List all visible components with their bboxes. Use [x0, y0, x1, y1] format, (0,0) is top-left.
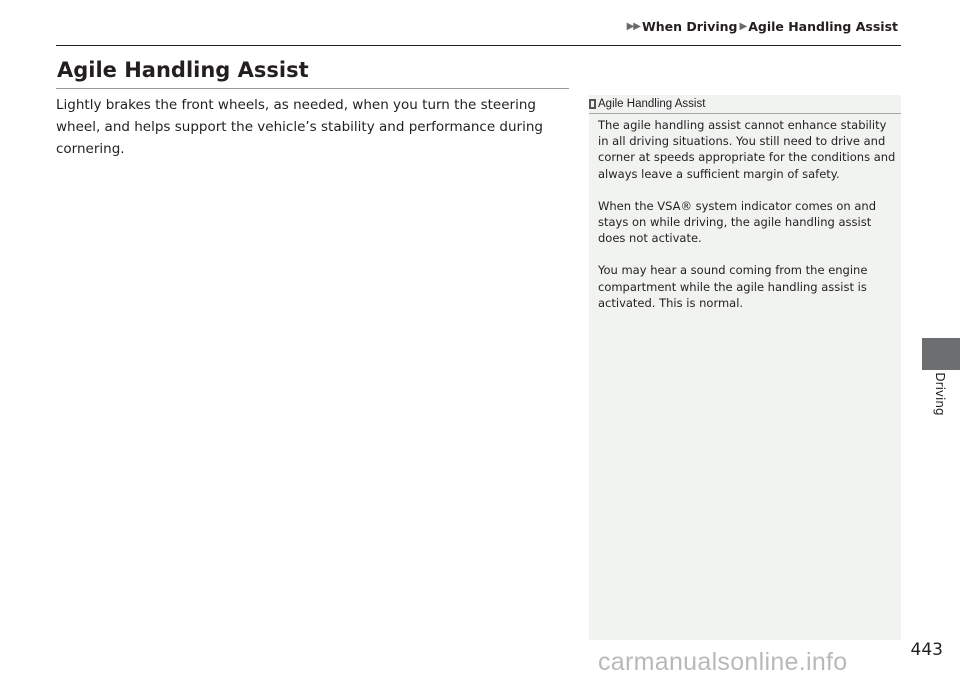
sidebar-heading-text: Agile Handling Assist [598, 98, 706, 110]
section-tab[interactable] [922, 338, 960, 370]
page-title: Agile Handling Assist [57, 58, 309, 82]
header-divider [56, 45, 901, 46]
section-label: Driving [933, 372, 947, 416]
triangle-right-icon: ▶ [633, 21, 641, 32]
sidebar-paragraph: The agile handling assist cannot enhance stability in all driving situations. You still need to drive and corner at speeds appropriate for the conditions and always leave a sufficient margin of safety. [598, 118, 896, 181]
breadcrumb [627, 19, 900, 34]
sidebar-body [598, 117, 896, 327]
title-divider [56, 88, 569, 89]
triangle-right-icon: ▶ [626, 21, 635, 32]
sidebar-paragraph: When the VSA® system indicator comes on and stays on while driving, the agile handling assist does not activate. [598, 198, 877, 246]
sidebar-heading [589, 95, 901, 114]
breadcrumb-item-when-driving[interactable]: When Driving [641, 19, 738, 34]
page-number: 443 [910, 640, 943, 660]
sidebar-paragraph: You may hear a sound coming from the engine compartment while the agile handling assist is activated. This is normal. [598, 263, 868, 310]
triangle-right-icon: ▶ [739, 21, 748, 32]
breadcrumb-item-agile-handling-assist[interactable]: Agile Handling Assist [748, 19, 898, 34]
note-reference-icon [589, 99, 596, 109]
watermark: carmanualsonline.info [598, 648, 848, 676]
note-sidebar [589, 95, 901, 640]
body-paragraph: Lightly brakes the front wheels, as needed, when you turn the steering wheel, and helps support the vehicle’s stability and performance during cornering. [56, 97, 543, 157]
